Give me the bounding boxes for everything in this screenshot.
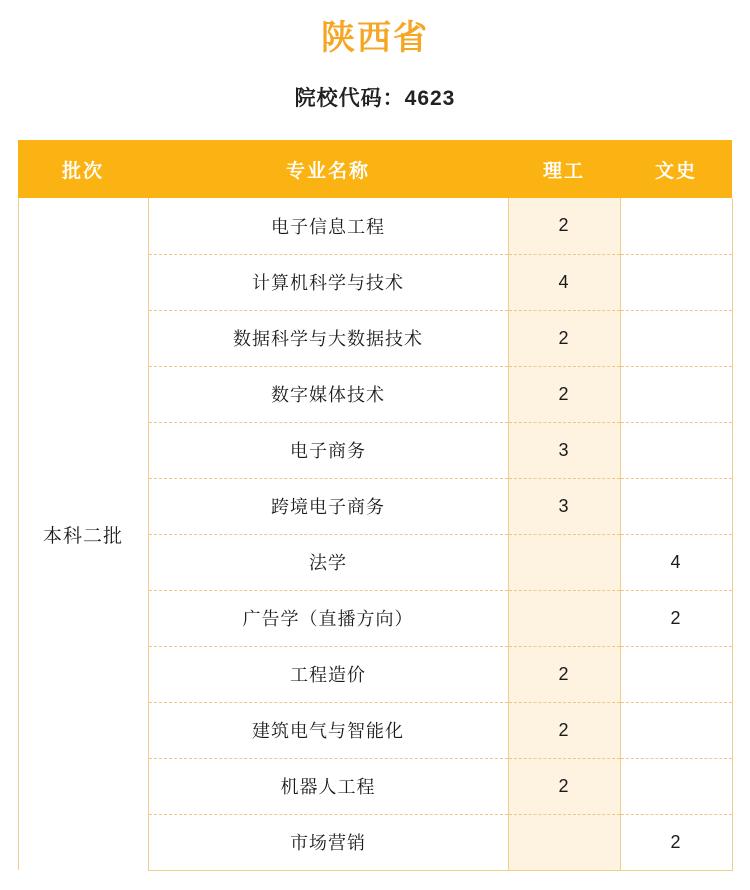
science-quota-cell: 4 (508, 254, 620, 310)
major-name-cell: 计算机科学与技术 (148, 254, 508, 310)
column-header-science: 理工 (508, 140, 620, 198)
science-quota-cell: 3 (508, 422, 620, 478)
major-name-cell: 市场营销 (148, 814, 508, 870)
table-head (18, 140, 732, 198)
majors-table-wrapper (0, 140, 750, 871)
major-name-cell: 广告学（直播方向） (148, 590, 508, 646)
major-name-cell: 建筑电气与智能化 (148, 702, 508, 758)
science-quota-cell: 2 (508, 646, 620, 702)
arts-quota-cell (620, 646, 732, 702)
arts-quota-cell: 2 (620, 590, 732, 646)
science-quota-cell (508, 534, 620, 590)
batch-cell: 本科二批 (18, 198, 148, 870)
table-body (18, 198, 732, 870)
table-row (18, 198, 732, 254)
major-name-cell: 数字媒体技术 (148, 366, 508, 422)
majors-table (18, 140, 733, 871)
arts-quota-cell (620, 198, 732, 254)
arts-quota-cell (620, 758, 732, 814)
science-quota-cell: 2 (508, 198, 620, 254)
science-quota-cell: 2 (508, 702, 620, 758)
arts-quota-cell (620, 478, 732, 534)
column-header-arts: 文史 (620, 140, 732, 198)
science-quota-cell (508, 590, 620, 646)
page-title: 陕西省 (321, 19, 429, 57)
column-header-major: 专业名称 (148, 140, 508, 198)
table-header-row (18, 140, 732, 198)
major-name-cell: 电子信息工程 (148, 198, 508, 254)
major-name-cell: 机器人工程 (148, 758, 508, 814)
arts-quota-cell (620, 422, 732, 478)
science-quota-cell: 3 (508, 478, 620, 534)
science-quota-cell: 2 (508, 366, 620, 422)
arts-quota-cell: 2 (620, 814, 732, 870)
arts-quota-cell (620, 310, 732, 366)
major-name-cell: 工程造价 (148, 646, 508, 702)
science-quota-cell (508, 814, 620, 870)
major-name-cell: 法学 (148, 534, 508, 590)
arts-quota-cell (620, 702, 732, 758)
arts-quota-cell: 4 (620, 534, 732, 590)
major-name-cell: 跨境电子商务 (148, 478, 508, 534)
arts-quota-cell (620, 254, 732, 310)
arts-quota-cell (620, 366, 732, 422)
major-name-cell: 数据科学与大数据技术 (148, 310, 508, 366)
school-code-label: 院校代码：4623 (294, 87, 456, 111)
science-quota-cell: 2 (508, 310, 620, 366)
major-name-cell: 电子商务 (148, 422, 508, 478)
column-header-batch: 批次 (18, 140, 148, 198)
science-quota-cell: 2 (508, 758, 620, 814)
